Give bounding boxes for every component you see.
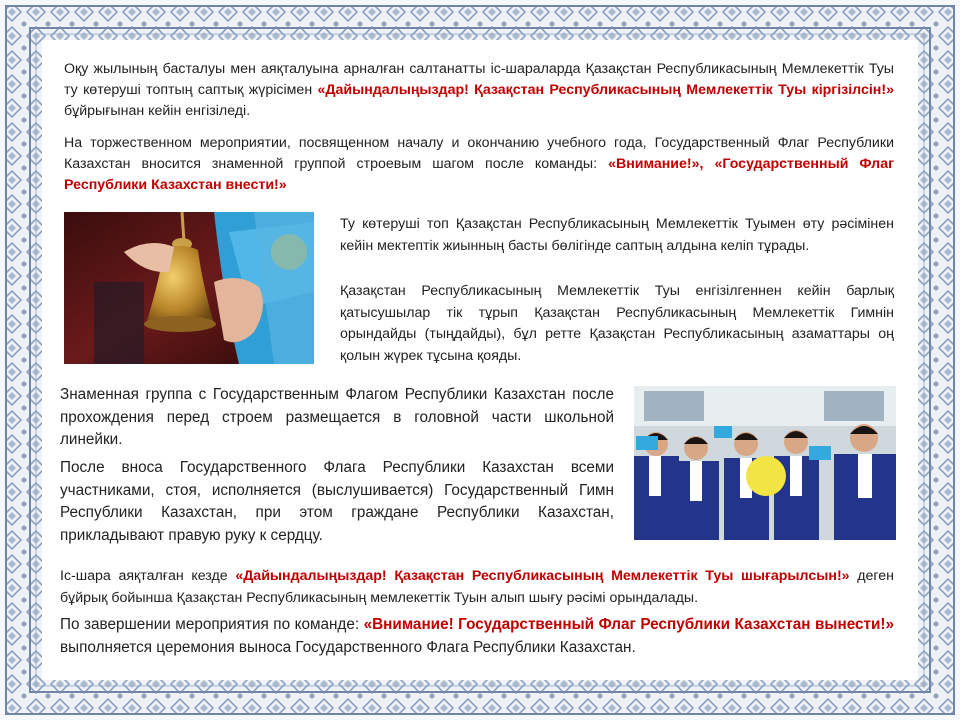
p1-tail: бұйрығынан кейін енгізіледі. <box>64 103 251 119</box>
p8-text: По завершении мероприятия по команде: <box>60 616 364 633</box>
p4-text: Қазақстан Республикасының Мемлекеттік Туы енгізілгеннен кейін барлық қатысушылар тік тұрып Қазақстан Республикасының Мемлекеттік Гимнін орындайды (тыңдайды), бұл ретте Қазақстан Республикасының азаматтары оң қолын жүрек тұсына қояды. <box>340 283 894 364</box>
paragraph-2-russian <box>64 133 894 196</box>
paragraph-6-russian <box>60 457 614 547</box>
p1-command: «Дайындалыңыздар! Қазақстан Республикасының Мемлекеттік Туы кіргізілсін!» <box>317 82 894 98</box>
p7-command: «Дайындалыңыздар! Қазақстан Республикасының Мемлекеттік Туы шығарылсын!» <box>235 568 850 584</box>
p2-text: На торжественном мероприятии, посвященном началу и окончанию учебного года, Государственный Флаг Республики Казахстан вносится знаменной группой строевым шагом после команды: <box>64 135 894 172</box>
p5-text: Знаменная группа с Государственным Флагом Республики Казахстан после прохождения перед строем размещается в головной части школьной линейки. <box>60 386 614 448</box>
bell-photo <box>64 212 314 364</box>
students-photo <box>634 386 896 540</box>
paragraph-4-kazakh <box>340 281 894 367</box>
p1-text: Оқу жылының басталуы мен аяқталуына арналған салтанатты іс-шараларда Қазақстан Республикасының Мемлекеттік Туы ту көтеруші топтың саптық жүрісімен <box>64 61 894 98</box>
p2-command: «Внимание!», «Государственный Флаг Республики Казахстан внести!» <box>64 156 894 193</box>
paragraph-5-russian <box>60 384 614 452</box>
p3-text: Ту көтеруші топ Қазақстан Республикасының Мемлекеттік Туымен өту рәсімінен кейін мектептік жиынның басты бөлігінде саптың алдына келіп тұрады. <box>340 216 894 254</box>
paragraph-3-kazakh <box>340 214 894 257</box>
p6-text: После вноса Государственного Флага Республики Казахстан всеми участниками, стоя, исполняется (выслушивается) Государственный Гимн Республики Казахстан, при этом граждане Республики Казахстан, прикладывают правую руку к сердцу. <box>60 459 614 544</box>
p7-tail: деген бұйрық бойынша Қазақстан Республикасының мемлекеттік Туын алып шығу рәсімі орындалады. <box>60 568 895 606</box>
paragraph-7-kazakh <box>60 566 894 609</box>
p7-text: Іс-шара аяқталған кезде <box>60 568 236 584</box>
p8-command: «Внимание! Государственный Флаг Республики Казахстан вынести!» <box>363 616 894 633</box>
p8-tail: выполняется церемония выноса Государственного Флага Республики Казахстан. <box>60 638 636 656</box>
paragraph-8-russian <box>60 614 894 659</box>
paragraph-1-kazakh <box>64 59 894 122</box>
